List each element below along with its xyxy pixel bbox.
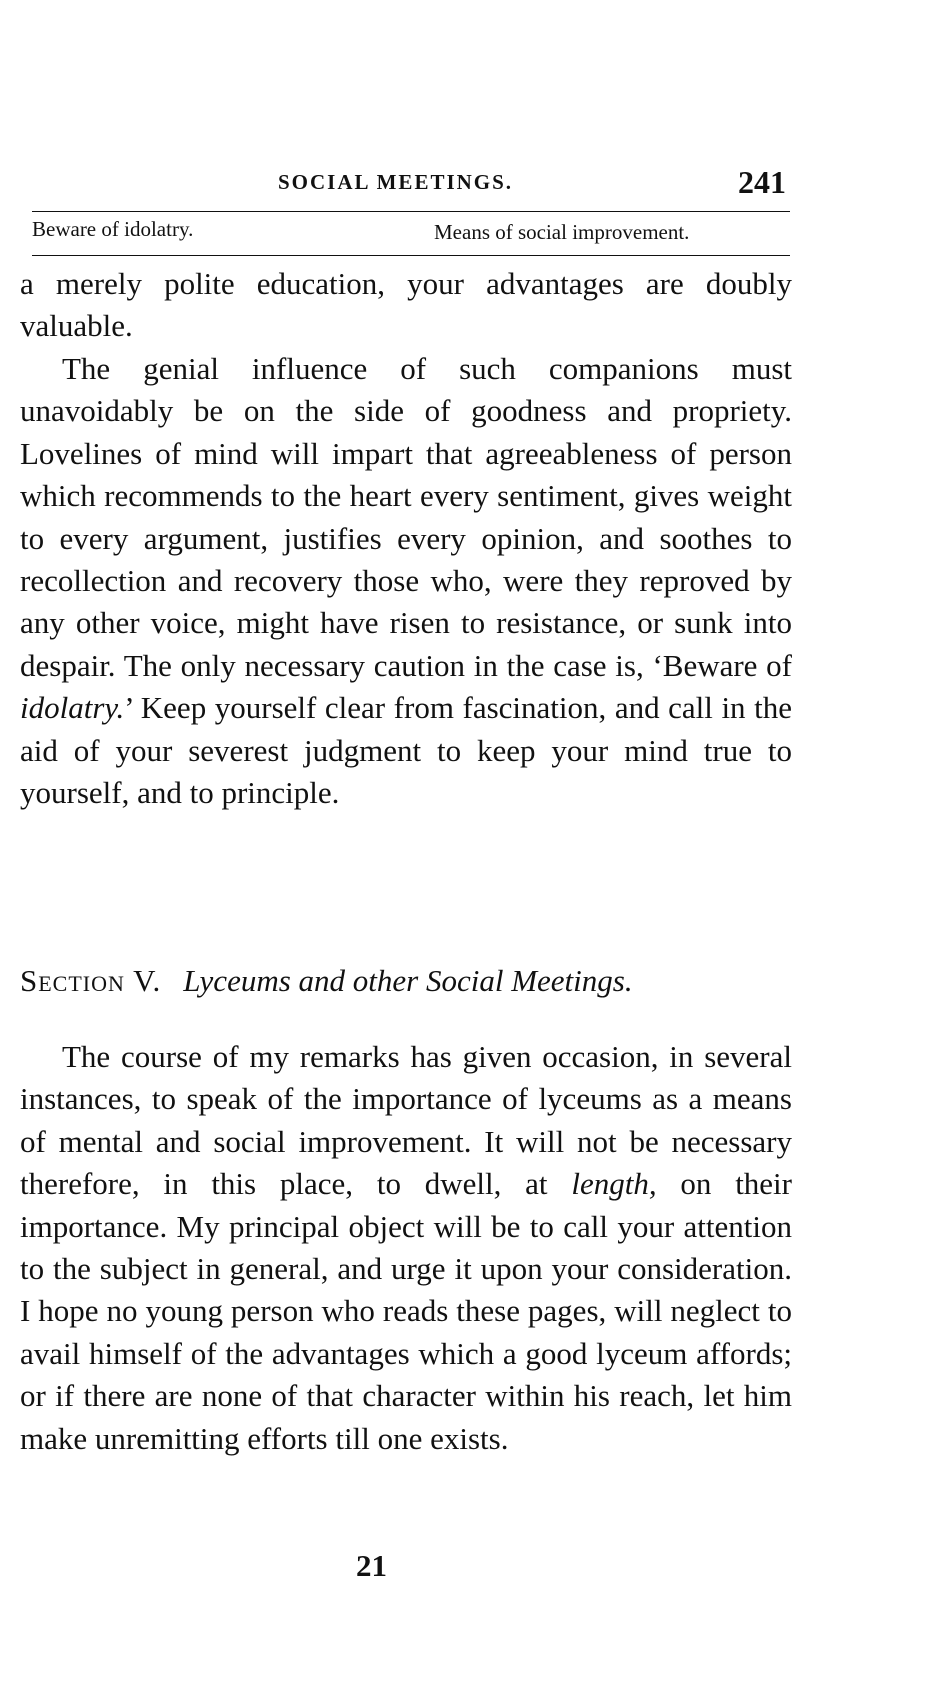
italic-word: idolatry. — [20, 690, 125, 726]
italic-word: length, — [571, 1166, 657, 1202]
header-rule-bottom — [32, 255, 790, 256]
paragraph-lyceums — [20, 1036, 792, 1460]
header-rule-top — [32, 211, 790, 212]
section-label: Section V. — [20, 963, 162, 998]
section-heading — [20, 963, 792, 999]
section-title: Lyceums and other Social Meetings. — [183, 963, 633, 998]
page-number: 241 — [738, 164, 786, 200]
paragraph-text-start: The course of my remarks has given occasion, in several instances, to speak of the importance of lyceums as a means of mental and social improvement. It will not be necessary therefore, in this place, to dwell, at — [20, 1039, 792, 1202]
running-title: SOCIAL MEETINGS. — [278, 170, 514, 194]
marginal-note-left: Beware of idolatry. — [32, 217, 194, 241]
continuation-paragraph — [20, 263, 792, 348]
paragraph-text-end: on their importance. My principal object will be to call your attention to the subject in general, and urge it upon your consideration. I hope no young person who reads these pages, will neglect to avail himself of the advantages which a good lyceum affords; or if there are none of that character within his reach, let him make unremitting efforts till one exists. — [20, 1166, 792, 1456]
paragraph-text — [20, 348, 792, 814]
continuation-text: a merely polite education, your advantages are doubly valuable. — [20, 266, 792, 344]
paragraph-idolatry — [20, 348, 792, 814]
paragraph-text — [20, 1036, 792, 1460]
paragraph-text-start: The genial influence of such companions must unavoidably be on the side of goodness and propriety. Lovelines of mind will impart that agreeableness of person which recommends to the heart every sentiment, gives weight to every argument, justifies every opinion, and soothes to recollection and recovery those who, were they reproved by any other voice, might have risen to resistance, or sunk into despair. The only necessary caution in the case is, ‘Beware of — [20, 351, 792, 683]
marginal-note-right: Means of social improvement. — [434, 220, 690, 244]
paragraph-text-end: ’ Keep yourself clear from fascination, and call in the aid of your severest judgment to keep your mind true to yourself, and to principle. — [20, 690, 792, 811]
signature-mark: 21 — [356, 1548, 387, 1583]
